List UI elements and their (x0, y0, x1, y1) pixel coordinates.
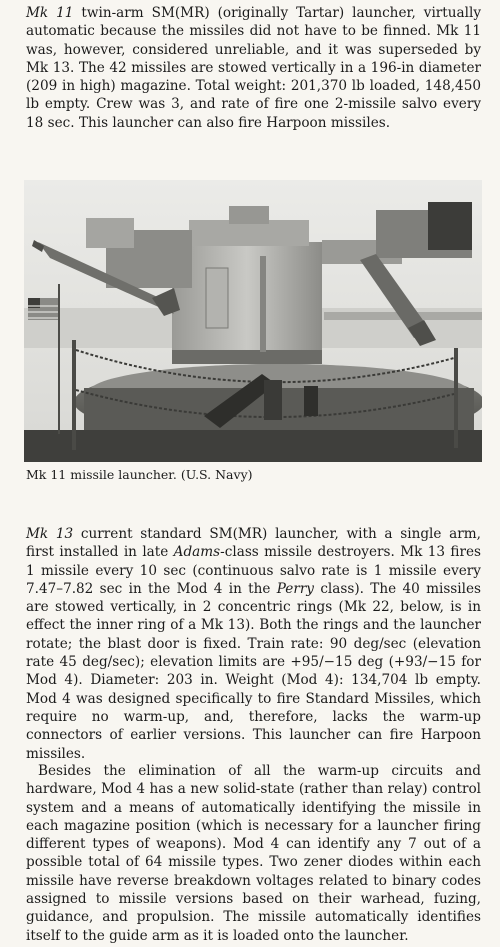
mk13-class-name-adams: Adams (173, 544, 221, 561)
paragraph-mk13 (26, 525, 481, 763)
photo-caption: Mk 11 missile launcher. (U.S. Navy) (26, 467, 253, 482)
mk13-text-b: -class missile destroyers. Mk 13 fires 1 missile every 10 sec (continuous salvo rate is 1 missile every 7.47–7.82 sec in the Mod 4 in the (26, 544, 481, 597)
paragraph-mk11 (26, 4, 481, 132)
mk13-class-name-perry: Perry (276, 580, 314, 597)
mk11-launcher-photo (24, 180, 482, 462)
mk11-lead: Mk 11 (26, 5, 74, 21)
mk13-text-c: class). The 40 missiles are stowed vertically, in 2 concentric rings (Mk 22, below, is in effect the inner ring of a Mk 13). Both the rings and the launcher rotate; the blast door is fixed. Train rate: 90 deg/sec (elevation rate 45 deg/sec); elevation limits are +95/−15 deg (+93/−15 for Mod 4). Diameter: 203 in. Weight (Mod 4): 134,704 lb empty. Mod 4 was designed specifically to fire Standard Missiles, which require no warm-up, and, therefore, lacks the warm-up connectors of earlier versions. This launcher can fire Harpoon missiles. (26, 580, 482, 762)
mk13-text-a: current standard SM(MR) launcher, with a single arm, first installed in late (26, 526, 481, 561)
paragraph-mod4: Besides the elimination of all the warm-up circuits and hardware, Mod 4 has a new solid-state (rather than relay) control system and a means of automatically identifying the missile in each magazine position (which is necessary for a launcher firing different types of weapons). Mod 4 can identify any 7 out of a possible total of 64 missile types. Two zener diodes within each missile have reverse breakdown voltages related to binary codes assigned to missile versions based on their warhead, fuzing, guidance, and propulsion. The missile automatically identifies itself to the guide arm as it is loaded onto the launcher. (26, 763, 481, 944)
mk13-lead: Mk 13 (26, 526, 74, 542)
mk11-text: twin-arm SM(MR) (originally Tartar) launcher, virtually automatic because the missiles did not have to be finned. Mk 11 was, however, considered unreliable, and it was superseded by Mk 13. The 42 missiles are stowed vertically in a 196-in diameter (209 in high) magazine. Total weight: 201,370 lb loaded, 148,450 lb empty. Crew was 3, and rate of fire one 2-missile salvo every 18 sec. This launcher can also fire Harpoon missiles. (26, 5, 481, 131)
